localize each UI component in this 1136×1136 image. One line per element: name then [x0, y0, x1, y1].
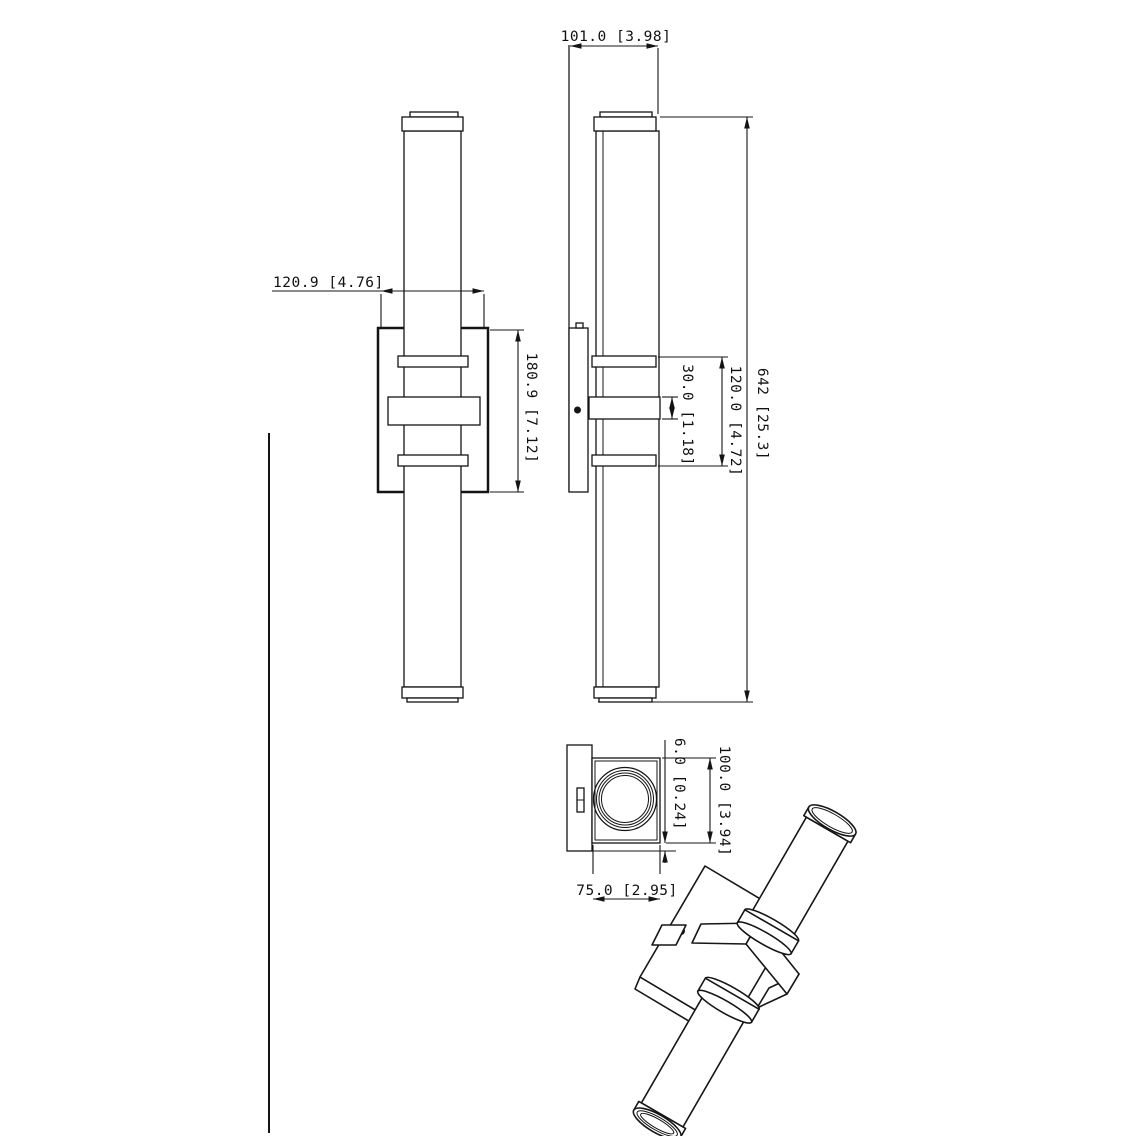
side-top-cap-lip [600, 112, 652, 117]
dim-backplate-width-label: 120.9 [4.76] [273, 275, 384, 291]
side-screw-hole [574, 407, 581, 414]
dim-fixture-depth [561, 29, 672, 114]
dim-housing-width-label: 100.0 [3.94] [716, 745, 732, 857]
isometric-view [626, 797, 864, 1136]
side-lower-collar [592, 455, 656, 466]
side-arm-block [589, 397, 660, 419]
side-view [561, 29, 770, 702]
side-upper-collar [592, 356, 656, 367]
dim-overall-length-label: 642 [25.3] [754, 367, 770, 461]
front-upper-collar [398, 356, 468, 367]
dim-fixture-depth-label: 101.0 [3.98] [560, 29, 672, 45]
dim-housing-depth-label: 75.0 [2.95] [576, 883, 678, 899]
front-bottom-cap-lip [407, 698, 458, 702]
dim-center-span [658, 357, 743, 476]
side-bottom-cap-lip [599, 698, 652, 702]
front-bottom-cap [402, 687, 463, 698]
front-lower-collar [398, 455, 468, 466]
front-top-cap-lip [410, 112, 458, 117]
side-bottom-cap [594, 687, 656, 698]
front-top-cap [402, 117, 463, 131]
dim-edge-gap-label: 6.0 [0.24] [671, 737, 687, 831]
side-mount-tab [576, 323, 583, 328]
dim-backplate-height [490, 330, 539, 492]
side-top-cap [594, 117, 656, 131]
dim-housing-depth [576, 845, 678, 899]
dim-backplate-height-label: 180.9 [7.12] [523, 352, 539, 464]
dim-arm-height-label: 30.0 [1.18] [679, 364, 695, 466]
front-view [272, 112, 539, 702]
dim-center-span-label: 120.0 [4.72] [727, 365, 743, 477]
dim-arm-height [662, 364, 695, 466]
front-arm-block [388, 397, 480, 425]
